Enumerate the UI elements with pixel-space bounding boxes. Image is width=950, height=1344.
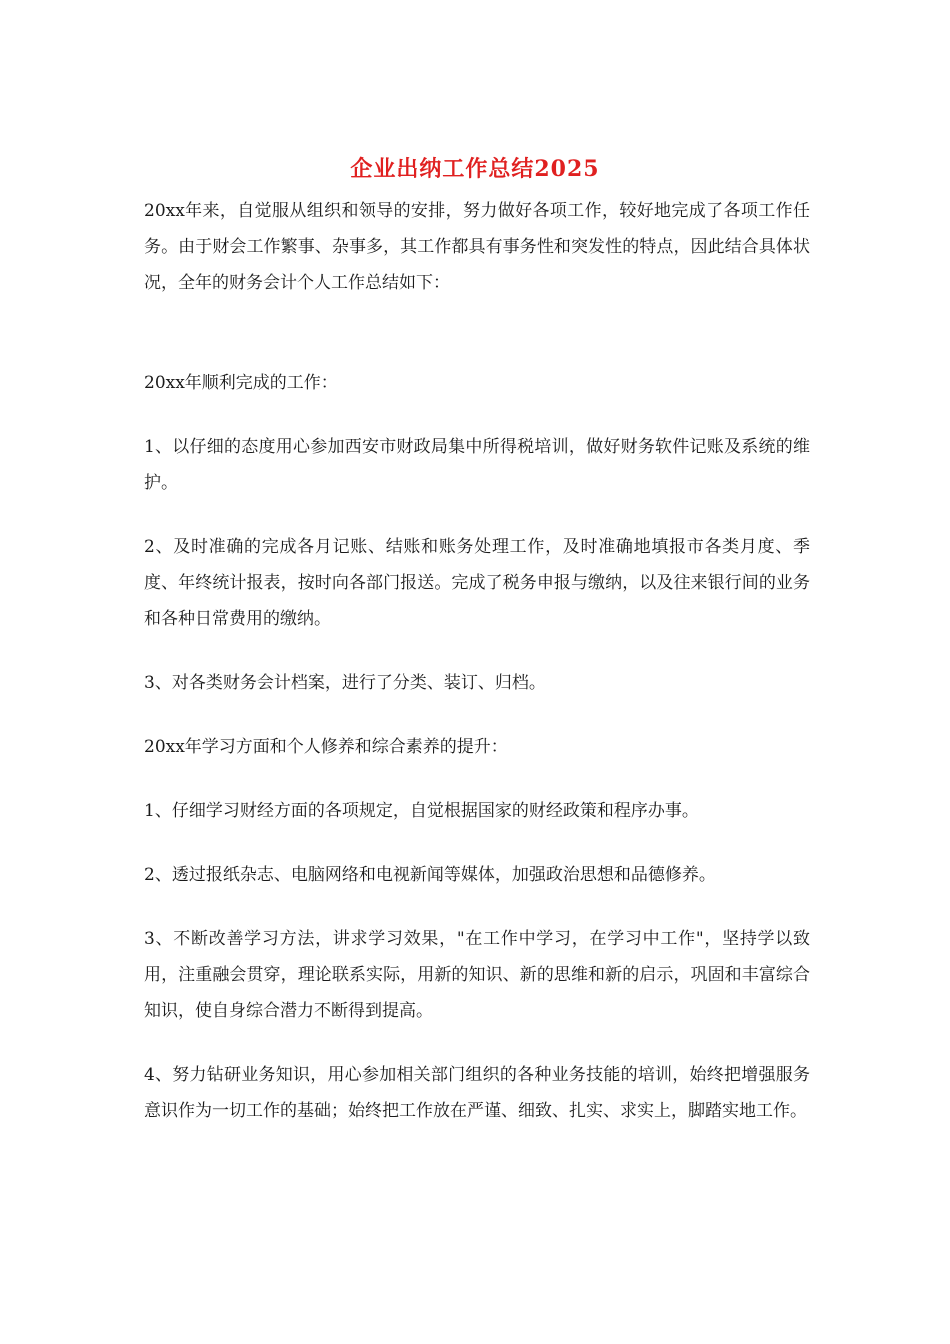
section2-item-3: 3、不断改善学习方法，讲求学习效果，"在工作中学习，在学习中工作"，坚持学以致用，注重融会贯穿，理论联系实际，用新的知识、新的思维和新的启示，巩固和丰富综合知识，使自身综合潜力不断得到提高。 (144, 929, 810, 1021)
section1-item-2: 2、及时准确的完成各月记账、结账和账务处理工作，及时准确地填报市各类月度、季度、年终统计报表，按时向各部门报送。完成了税务申报与缴纳，以及往来银行间的业务和各种日常费用的缴纳。 (144, 537, 810, 629)
section1-heading: 20xx年顺利完成的工作： (144, 373, 338, 393)
document-body (144, 193, 810, 1129)
section1-item-3: 3、对各类财务会计档案，进行了分类、装订、归档。 (144, 673, 546, 693)
section1-item-1: 1、以仔细的态度用心参加西安市财政局集中所得税培训，做好财务软件记账及系统的维护。 (144, 437, 810, 493)
section2-heading: 20xx年学习方面和个人修养和综合素养的提升： (144, 737, 508, 757)
intro-paragraph: 20xx年来，自觉服从组织和领导的安排，努力做好各项工作，较好地完成了各项工作任务。由于财会工作繁事、杂事多，其工作都具有事务性和突发性的特点，因此结合具体状况，全年的财务会计个人工作总结如下： (144, 201, 810, 293)
section2-item-4: 4、努力钻研业务知识，用心参加相关部门组织的各种业务技能的培训，始终把增强服务意识作为一切工作的基础；始终把工作放在严谨、细致、扎实、求实上，脚踏实地工作。 (144, 1065, 810, 1121)
section2-item-1: 1、仔细学习财经方面的各项规定，自觉根据国家的财经政策和程序办事。 (144, 801, 699, 821)
section2-item-2: 2、透过报纸杂志、电脑网络和电视新闻等媒体，加强政治思想和品德修养。 (144, 865, 716, 885)
document-title: 企业出纳工作总结2025 (350, 156, 600, 182)
